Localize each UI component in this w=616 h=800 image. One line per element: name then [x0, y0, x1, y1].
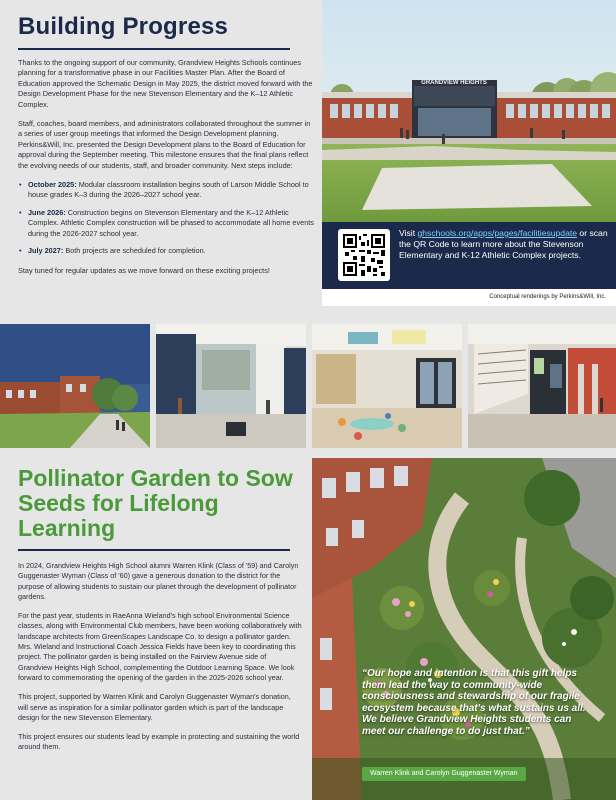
building-closing: Stay tuned for regular updates as we move forward on these exciting projects! [18, 265, 270, 275]
next-steps-list [18, 180, 314, 256]
exterior-illustration [0, 324, 150, 448]
pollinator-garden-body [18, 561, 302, 753]
list-item [18, 208, 314, 239]
classroom-illustration [312, 324, 462, 448]
garden-paragraph-1: In 2024, Grandview Heights High School alumni Warren Klink (Class of '59) and Carolyn Guggenaster Wyman (Class of '60) gave a generous donation to the district for the purpose of allowing students to sustain our planet through the development of pollinator gardens. [18, 561, 299, 601]
garden-aerial-image [312, 458, 616, 800]
building-paragraph-2: Staff, coaches, board members, and administrators collaborated throughout the summer in a series of user group meetings that informed the Design Development planning. Perkins&Will, Inc. presented the Design Development plans to the Board of Education for approval during the September meeting. This milestone ensures that the final plans reflect the evolving needs of our students, staff, and broader community. Next steps include: [18, 119, 311, 170]
facilities-update-link[interactable]: ghschools.org/apps/pages/facilitiesupdate [417, 228, 578, 238]
qr-info-box [322, 222, 616, 289]
title-divider [18, 48, 290, 50]
sign-text: GRANDVIEW HEIGHTS [421, 80, 487, 86]
garden-paragraph-4: This project ensures our students lead by example in protecting and sustaining the world around them. [18, 732, 300, 752]
pollinator-garden-title: Pollinator Garden to Sow Seeds for Lifelong Learning [18, 465, 293, 541]
list-item [18, 246, 314, 256]
lobby-rendering-image [156, 324, 306, 448]
qr-code[interactable] [338, 229, 390, 281]
hallway-rendering-image [468, 324, 616, 448]
visit-suffix: or scan the QR Code to learn more about the Stevenson Elementary and K-12 Athletic Complex projects. [399, 228, 608, 260]
building-progress-title: Building Progress [18, 13, 229, 40]
step-date: June 2026: [28, 207, 66, 217]
step-text: Construction begins on Stevenson Elementary and the K–12 Athletic Complex. Athletic Complex construction will be phased to accommodate all home events during the 2026-2027 school year. [28, 207, 314, 238]
step-text: Both projects are scheduled for completion. [63, 246, 206, 256]
step-date: October 2025: [28, 180, 77, 190]
hallway-illustration [468, 324, 616, 448]
school-rendering-illustration [322, 0, 616, 222]
lobby-illustration [156, 324, 306, 448]
visit-prefix: Visit [399, 228, 418, 238]
qr-code-icon [343, 234, 385, 276]
step-text: Modular classroom installation begins south of Larson Middle School to house grades K–3 during the 2026–2027 school year. [28, 180, 309, 200]
building-progress-section [0, 0, 322, 322]
garden-title-divider [18, 549, 290, 551]
rendering-caption: Conceptual renderings by Perkins&Will, Inc. [322, 289, 616, 306]
classroom-rendering-image [312, 324, 462, 448]
building-progress-body [18, 58, 314, 276]
rendering-photo-strip [0, 322, 616, 452]
donor-quote: “Our hope and intention is that this gift helps them lead the way to community-wide consciousness and stewardship of our fragile ecosystem because that's what sustains us all. We believe Grandview Heights students can meet our challenge to do just that.” [362, 668, 586, 737]
garden-paragraph-2: For the past year, students in RaeAnna Wieland's high school Environmental Science classes, along with Environmental Club members, have been working collaboratively with landscape architects from GreenScapes Landscape Co. to design a pollinator garden. Mrs. Wieland and Instructional Coach Jessica Fields have been key to coordinating this project. The pollinator garden is being installed on the Fairview Avenue side of Grandview Heights High School, complementing the Outdoor Learning Space. We look forward to commemorating the opening of the garden in the 2025-2026 school year. [18, 611, 302, 682]
quote-attribution: Warren Klink and Carolyn Guggenaster Wyman [362, 767, 526, 781]
exterior-rendering-image [0, 324, 150, 448]
step-date: July 2027: [28, 246, 64, 256]
school-rendering-image [322, 0, 616, 222]
building-paragraph-1: Thanks to the ongoing support of our community, Grandview Heights Schools continues planning for a transformative phase in our Facilities Master Plan. After the Board of Education approved the Schematic Design in May 2025, the district moved forward with the Design Development Phase for the new Stevenson Elementary and the K–12 Athletic Complex. [18, 58, 313, 109]
pollinator-garden-section [0, 452, 312, 800]
rendering-panel [322, 0, 616, 322]
visit-text [399, 228, 611, 261]
garden-illustration [312, 458, 616, 800]
list-item [18, 180, 314, 201]
garden-paragraph-3: This project, supported by Warren Klink and Carolyn Guggenaster Wyman's donation, will serve as inspiration for a similar pollinator garden which is part of the landscape design for the new Stevenson Elementary. [18, 692, 291, 722]
